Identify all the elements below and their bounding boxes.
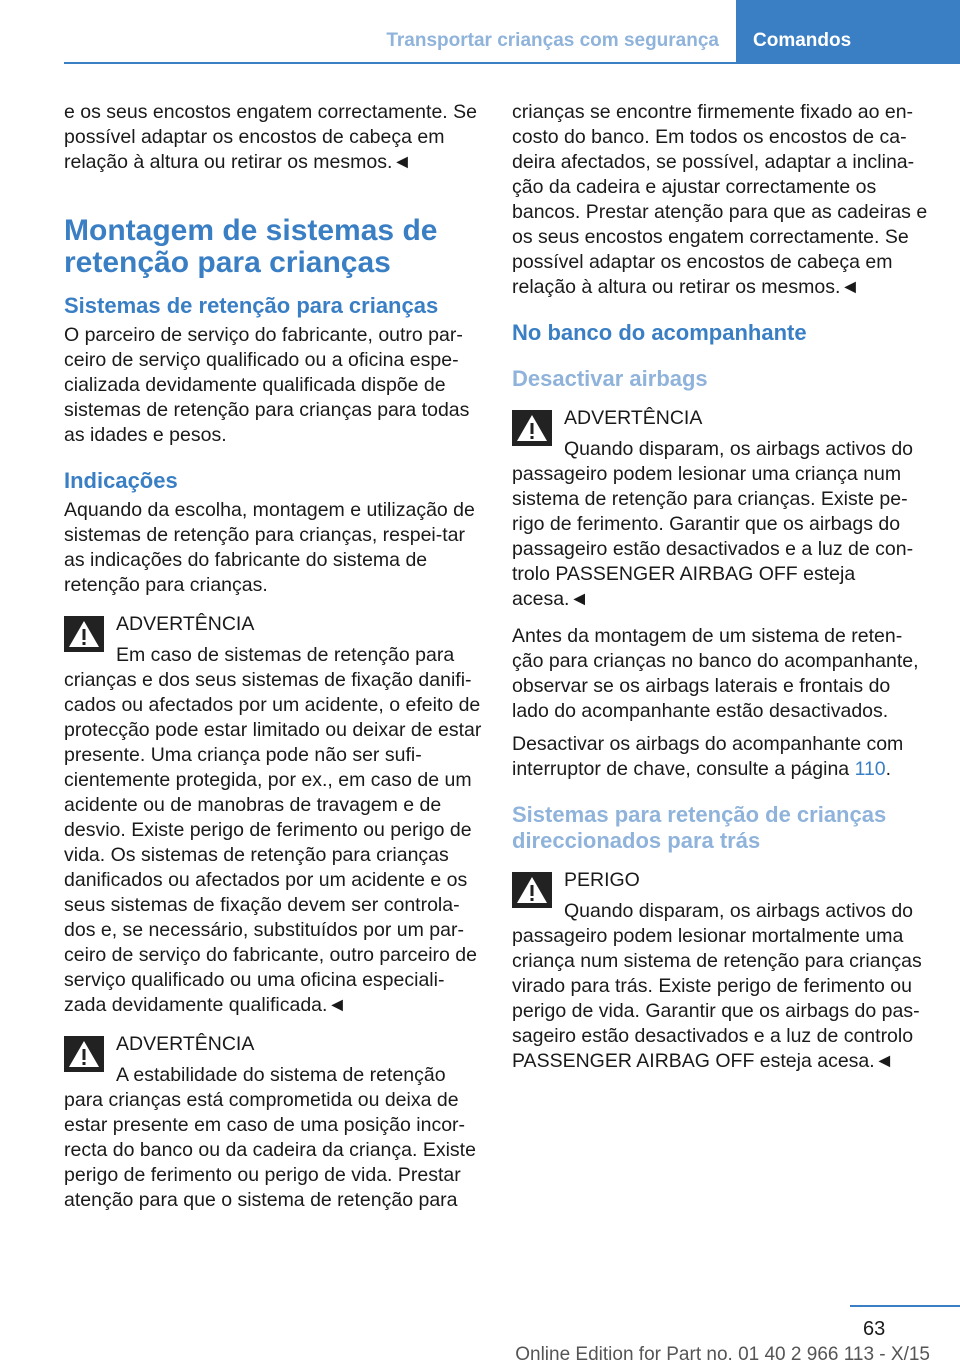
key-switch-text: Desactivar os airbags do acompanhante com interruptor de chave, consulte a página <box>512 733 904 780</box>
paragraph-key-switch <box>512 732 930 782</box>
warning-text: A estabilidade do sistema de retenção para crianças está comprometida ou deixa de estar presente em caso de uma posição incor‐recta do banco ou da cadeira da criança. Existe perigo de ferimento ou perigo de vida. Prestar atenção para que o sistema de retenção para <box>64 1064 476 1211</box>
warning-title: ADVERTÊNCIA <box>116 613 255 635</box>
warning-text: Quando disparam, os airbags activos do passageiro podem lesionar mortalmente uma criança num sistema de retenção para crianças virado para trás. Existe perigo de ferimento ou perigo de vida. Garantir que os airbags do pas‐sageiro estão desactivados e a luz de controlo PASSENGER AIRBAG OFF esteja acesa.◄ <box>512 900 922 1072</box>
continuation-text: crianças se encontre firmemente fixado ao en‐costo do banco. Em todos os encostos de ca‐deira afectados, se possível, adaptar a inclina‐ção da cadeira e ajustar correctamente os bancos. Prestar atenção para que as cadeiras e os seus encostos engatem correctamente. Se possível adaptar os encostos de cabeça em relação à altura ou retirar os mesmos.◄ <box>512 101 928 298</box>
warning-triangle-icon <box>512 872 552 908</box>
heading-passenger-seat: No banco do acompanhante <box>512 320 807 345</box>
subheading-deactivate-airbags: Desactivar airbags <box>512 366 708 391</box>
subheading-rear-facing: Sistemas para retenção de crianças direccionados para trás <box>512 802 887 853</box>
warning-title: ADVERTÊNCIA <box>116 1033 255 1055</box>
right-column <box>512 100 930 1086</box>
warning-title: PERIGO <box>564 869 640 891</box>
warning-title: ADVERTÊNCIA <box>564 407 703 429</box>
chapter-tab[interactable]: Comandos <box>736 0 960 62</box>
subheading-notes: Indicações <box>64 468 178 493</box>
page-number: 63 <box>863 1318 886 1340</box>
footer-edition: Online Edition for Part no. 01 40 2 966 113 - X/15 <box>515 1344 930 1365</box>
paragraph-service-partner: O parceiro de serviço do fabricante, outro par‐ceiro de serviço qualificado ou a oficina espe‐cializada devidamente qualificada dispõe de sistemas de retenção para crianças para todas as idades e pesos. <box>64 324 470 446</box>
warning-block-danger <box>512 868 930 1074</box>
warning-triangle-icon <box>64 1036 104 1072</box>
warning-triangle-icon <box>64 616 104 652</box>
warning-block-passenger-airbags <box>512 406 930 612</box>
warning-triangle-icon <box>512 410 552 446</box>
warning-block-stability <box>64 1032 482 1213</box>
paragraph-manufacturer-notes: Aquando da escolha, montagem e utilização de sistemas de retenção para crianças, respei‐tar as indicações do fabricante do sistema de retenção para crianças. <box>64 499 475 596</box>
warning-text: Quando disparam, os airbags activos do passageiro podem lesionar uma criança num sistema de retenção para crianças. Existe pe‐rigo de ferimento. Garantir que os airbags do passageiro estão desactivados e a luz de con‐trolo PASSENGER AIRBAG OFF esteja acesa.◄ <box>512 438 914 610</box>
main-heading: Montagem de sistemas de retenção para crianças <box>64 214 438 279</box>
intro-text: e os seus encostos engatem correctamente. Se possível adaptar os encostos de cabeça em relação à altura ou retirar os mesmos.◄ <box>64 101 477 173</box>
subheading-child-restraints: Sistemas de retenção para crianças <box>64 293 439 318</box>
page-header <box>64 0 960 64</box>
link-suffix: . <box>885 758 892 780</box>
paragraph-before-mounting: Antes da montagem de um sistema de reten‐ção para crianças no banco do acompanhante, observar se os airbags laterais e frontais do lado do acompanhante estão desactivados. <box>512 625 919 722</box>
section-title: Transportar crianças com segurança <box>386 30 719 51</box>
left-column <box>64 100 482 1225</box>
warning-text: Em caso de sistemas de retenção para crianças e dos seus sistemas de fixação danifi‐cados ou afectados por um acidente, o efeito de protecção pode estar limitado ou deixar de estar presente. Uma criança pode não ser sufi‐cientemente protegida, por ex., em caso de um acidente ou de manobras de travagem e de desvio. Existe perigo de ferimento ou perigo de vida. Os sistemas de retenção para crianças danificados ou afectados por um acidente e os seus sistemas de fixação devem ser controla‐dos e, se necessário, substituídos por um par‐ceiro de serviço do fabricante, outro parceiro de serviço qualificado ou uma oficina especiali‐zada devidamente qualificada.◄ <box>64 644 482 1016</box>
warning-block-damaged-systems <box>64 612 482 1018</box>
page-reference-link[interactable]: 110 <box>854 758 886 780</box>
footer-rule <box>850 1305 960 1307</box>
